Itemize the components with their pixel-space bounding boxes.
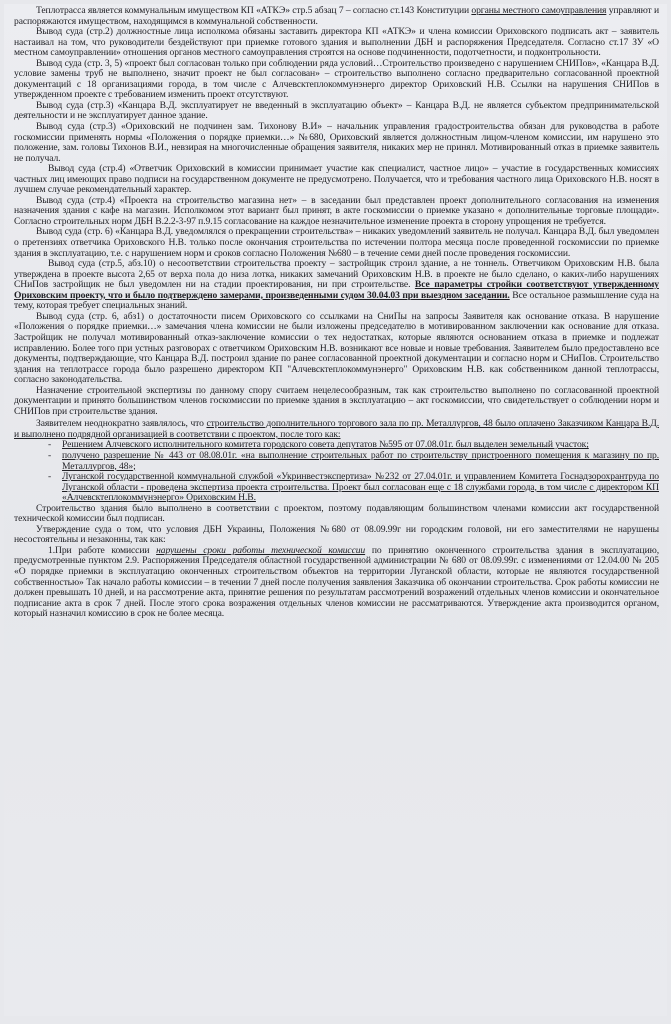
text-segment: Все остальное размышление суда на тему, которая требует специальных знаний. bbox=[14, 289, 660, 312]
bullet-list bbox=[48, 440, 659, 503]
text-segment: 1.При работе комиссии bbox=[48, 544, 157, 556]
text-segment: Назначение строительной экспертизы по данному спору считаем нецелесообразным, так как строительство выполнено по согласованной проектной документации и принято большинством членов госкомиссии по приемке здания в эксплуатацию – акт госкомиссии, что свидетельствует о соблюдении норм и СНИПов при строительстве здания. bbox=[14, 384, 659, 417]
paragraph-p3 bbox=[14, 59, 659, 101]
paragraph-p14 bbox=[14, 525, 659, 546]
list-item: - Решением Алчевского исполнительного комитета городского совета депутатов №595 от 07.08.01г. был выделен земельный участок; bbox=[48, 440, 659, 451]
text-segment: Вывод суда (стр.4) «Проекта на строительство магазина нет» – в заседании был представлен проект дополнительного согласования на изменения назначения здания с кафе на магазин. Исполкомом этот вариант был принят, в акте госкомиссии о приемке указано « дополнительные торговые площади». Согласно строительных норм ДБН В.2.2-3-97 п.9.15 согласование на каждое незначительное изменение проекта в сторону упрощения не требуется. bbox=[14, 194, 659, 227]
paragraph-p5 bbox=[14, 122, 659, 164]
paragraph-p2 bbox=[14, 27, 659, 59]
document-body bbox=[14, 6, 659, 440]
text-segment: по принятию оконченного строительства здания в эксплуатацию, предусмотренные пунктом 2.9. Распоряжения Председателя областной государственной администрации № 680 от 08.09.99г. с изменениями от 12.04.00 № 205 «О порядке приемки в эксплуатацию оконченных строительством объектов на территории Луганской области, которые не являются государственной собственностью» Так начало работы комиссии – в течении 7 дней после получения заявления Заказчика об окончании строительства. Срок работы комиссии не должен превышать 10 дней, и на рассмотрение акта, принятие решения по результатам рассмотрений возражений отдельных членов комиссии и окончательное подписание акта в срок 7 дней. После этого срока возражения отдельных членов комиссии не рассматриваются. Утверждение акта производится органом, который назначил комиссию в срок не более месяца. bbox=[14, 544, 659, 620]
text-segment: Вывод суда (стр.5, абз.10) о несоответствии строительства проекту – застройщик строил здание, а не тоннель. Ответчиком Ориховским Н.В. была утверждена в проекте высота 2,65 от верха пола до низа лотка, никаких замечаний Ориховским Н.В. в проекте не было сделано, о каких-либо нарушениях СНиПов застройщик не был уведомлен ни на стадии проектирования, ни при строительстве. bbox=[14, 258, 659, 291]
text-segment: Заявителем неоднократно заявлялось, что bbox=[36, 418, 207, 430]
paragraph-p10 bbox=[14, 312, 659, 386]
text-segment: Вывод суда (стр. 6, абз1) о достаточности писем Ориховского со ссылками на СниПы на запросы Заявителя как основание отказа. В нарушение «Положения о порядке приемки…» замечания члена комиссии не были изложены председателю в мотивированном заключении как основание для отказа. Застройщик не получал мотивированный отказ-заключение комиссии о тех недостатках, которые являются основанием отказа в приемке и подлежат исправлению. Более того при устных разговорах с ответчиком Ориховским Н.В. возникают все новые и новые требования. Заявителем было предоставлено все документы, подтверждающие, что Канцара В.Д. построил здание по ранее согласованной проектной документации и согласно норм и СНиПов. Строительство здания на теплотрассе города было разрешено директором КП "Алчевсктеплокоммунэнерго" Ориховским Н.В. как собственником данной теплотрассы, согласно законодательства. bbox=[14, 310, 659, 386]
paragraph-p8 bbox=[14, 227, 659, 259]
paragraph-p11 bbox=[14, 386, 659, 418]
text-segment: Теплотрасса является коммунальным имуществом КП «АТКЭ» стр.5 абзац 7 – согласно ст.143 Конституции bbox=[36, 5, 472, 16]
document-body-continued bbox=[14, 504, 659, 620]
text-segment: Вывод суда (стр.3) «Ориховский не подчинен зам. Тихонову В.И» – начальник управления градостроительства обязан для руководства в работе госкомиссии применять нормы «Положения о порядке приемки…» №680, Ориховский является должностным лицом-членом комиссии, им нарушено это положение, зам. головы Тихонов В.И., невзирая на многочисленные обращения заявителя, никаких мер не принял. Мотивированный отказ в приемке заявитель не получал. bbox=[14, 121, 659, 164]
text-segment: Вывод суда (стр.4) «Ответчик Ориховский в комиссии принимает участие как специалист, частное лицо» – участие в государственных комиссиях частных лиц имеющих право подписи на государственном документе не предусмотрено. Получается, что и требования частного лица Ориховского Н.В. носят в лучшем случае рекомендательный характер. bbox=[14, 163, 659, 196]
paragraph-p4 bbox=[14, 101, 659, 122]
paragraph-p6 bbox=[14, 164, 659, 196]
text-segment: органы местного самоуправления bbox=[471, 5, 607, 16]
paragraph-p7 bbox=[14, 196, 659, 228]
list-item: - Луганской государственной коммунальной службой «Укринвестэкспертиза» №232 от 27.04.01г. и управлением Комитета Госнадзорохрантруда по Луганской области - проведена экспертиза проекта строительства. Проект был согласован еще с 18 службами города, в том числе с директором КП «Алчевсктеплокоммунэнерго» Ориховским Н.В. bbox=[48, 472, 659, 504]
document-page bbox=[4, 4, 667, 1016]
paragraph-p13 bbox=[14, 504, 659, 525]
text-segment: управляют и распоряжаются имуществом, находящимся в коммунальной собственности. bbox=[14, 5, 659, 27]
text-segment: Вывод суда (стр.2) должностные лица исполкома обязаны заставить директора КП «АТКЭ» и члена комиссии Ориховского подписать акт – заявитель настаивал на том, что руководители бездействуют при приемке готового здания и выполнении ДБН и распоряжения Председателя. Согласно ст.17 ЗУ «О местном самоуправлении» отношения органов местного самоуправления строятся на основе подчиненности, подотчетности, и подконтрольности. bbox=[14, 26, 659, 59]
paragraph-p15 bbox=[14, 546, 659, 620]
text-segment: Утверждение суда о том, что условия ДБН Украины, Положения №680 от 08.09.99г ни городским головой, ни его заместителями не нарушены несостоятельны и незаконны, так как: bbox=[14, 523, 659, 546]
text-segment: Строительство здания было выполнено в соответствии с проектом, поэтому подавляющим большинством членами комиссии акт государственной технической комиссии был подписан. bbox=[14, 502, 659, 525]
paragraph-p12 bbox=[14, 419, 659, 440]
text-segment: Вывод суда (стр. 3, 5) «проект был согласован только при соблюдении ряда условий…Строительство произведено с нарушением СНИПов», «Канцара В.Д. условие замены труб не выполнено, значит проект не был согласован» – строительство выполнено согласно предварительно согласованной проектной документаций с 18 организациями города, в том числе с Алчевсктеплокоммунэнерго директор Ориховский Н.В. Ссылки на нарушения СНИПов в утвержденном проекте с требованием изменить проект отсутствуют. bbox=[14, 57, 659, 101]
text-segment: строительство дополнительного торгового зала по пр. Металлургов, 48 было оплачено Заказчиком Канцара В.Д. и выполнено подрядной организацией в соответствии с проектом, после того как: bbox=[14, 418, 659, 440]
paragraph-p1 bbox=[14, 6, 659, 27]
paragraph-p9 bbox=[14, 259, 659, 312]
text-segment: Все параметры стройки соответствуют утвержденному Ориховским проекту, что и было подтверждено замерами, произведенными судом 30.04.03 при выездном заседании. bbox=[14, 279, 659, 301]
list-item: - получено разрешение № 443 от 08.08.01г. «на выполнение строительных работ по строительству пристроенного помещения к магазину по пр. Металлургов, 48»; bbox=[48, 451, 659, 472]
text-segment: Вывод суда (стр.3) «Канцара В.Д. эксплуатирует не введенный в эксплуатацию объект» – Канцара В.Д. не является субъектом предпринимательской деятельности и не эксплуатирует данное здание. bbox=[14, 99, 659, 122]
text-segment: Вывод суда (стр. 6) «Канцара В.Д. уведомлялся о прекращении строительства» – никаких уведомлений заявитель не получал. Канцара В.Д. был уведомлен о претензиях ответчика Ориховского Н.В. только после окончания строительства по истечении полтора месяца после проведенной госкомиссии по приемке здания в эксплуатацию, т.е. с нарушением норм и сроков согласно Положения №680 – в течение семи дней после проведения госкомиссии. bbox=[14, 226, 659, 259]
text-segment: нарушены сроки работы технической комиссии bbox=[156, 544, 366, 556]
